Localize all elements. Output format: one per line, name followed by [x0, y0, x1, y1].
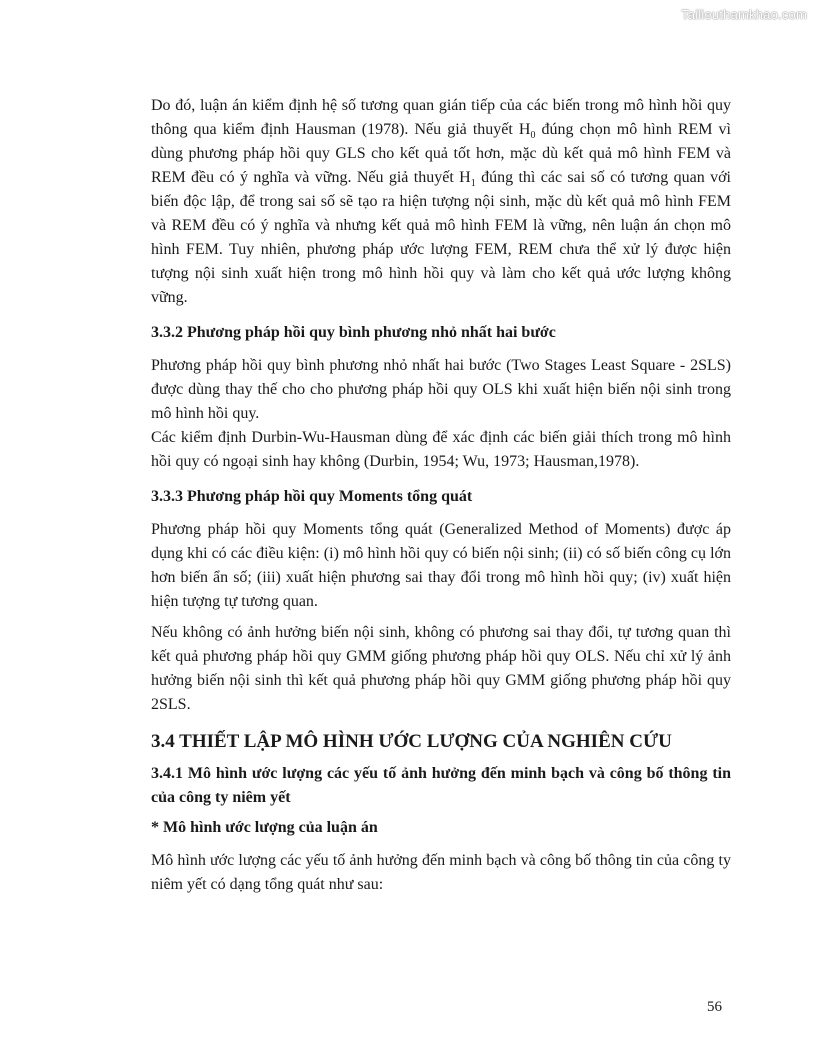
paragraph-durbin-wu-hausman: Các kiểm định Durbin-Wu-Hausman dùng để xác định các biến giải thích trong mô hình hồi quy có ngoại sinh hay không (Durbin, 1954; Wu, 1973; Hausman,1978). — [151, 429, 731, 470]
watermark: Tailieuthamkhao.com — [681, 7, 807, 22]
paragraph-hausman-part-c: đúng thì các sai số có tương quan với biến độc lập, để trong sai số sẽ tạo ra hiện tượng nội sinh, mặc dù kết quả mô hình FEM và REM đều có ý nghĩa và nhưng kết quả mô hình FEM là vững, nên luận án chọn mô hình FEM. Tuy nhiên, phương pháp ước lượng FEM, REM chưa thể xử lý được hiện tượng nội sinh xuất hiện trong mô hình hồi quy và làm cho kết quả ước lượng không vững. — [151, 169, 731, 306]
heading-3-4: 3.4 THIẾT LẬP MÔ HÌNH ƯỚC LƯỢNG CỦA NGHIÊN CỨU — [151, 731, 672, 752]
paragraph-gmm-comparison: Nếu không có ảnh hưởng biến nội sinh, không có phương sai thay đổi, tự tương quan thì kết quả phương pháp hồi quy GMM giống phương pháp hồi quy OLS. Nếu chỉ xử lý ảnh hưởng biến nội sinh thì kết quả phương pháp hồi quy GMM giống phương pháp hồi quy 2SLS. — [151, 624, 731, 713]
heading-3-3-3: 3.3.3 Phương pháp hồi quy Moments tổng quát — [151, 488, 473, 505]
heading-3-4-1: 3.4.1 Mô hình ước lượng các yếu tố ảnh hưởng đến minh bạch và công bố thông tin của công ty niêm yết — [151, 765, 731, 806]
paragraph-gmm-conditions: Phương pháp hồi quy Moments tổng quát (Generalized Method of Moments) được áp dụng khi có các điều kiện: (i) mô hình hồi quy có biến nội sinh; (ii) có số biến công cụ lớn hơn biến ẩn số; (iii) xuất hiện phương sai thay đổi trong mô hình hồi quy; (iv) xuất hiện hiện tượng tự tương quan. — [151, 521, 731, 610]
subscript-h0: 0 — [530, 130, 536, 142]
heading-3-3-2: 3.3.2 Phương pháp hồi quy bình phương nhỏ nhất hai bước — [151, 324, 556, 341]
paragraph-hausman — [151, 94, 731, 310]
paragraph-2sls: Phương pháp hồi quy bình phương nhỏ nhất hai bước (Two Stages Least Square - 2SLS) được dùng thay thế cho cho phương pháp hồi quy OLS khi xuất hiện biến nội sinh trong mô hình hồi quy. — [151, 357, 731, 422]
paragraph-model-intro: Mô hình ước lượng các yếu tố ảnh hưởng đến minh bạch và công bố thông tin của công ty niêm yết có dạng tổng quát như sau: — [151, 852, 731, 893]
page-body — [151, 94, 731, 897]
heading-thesis-model: * Mô hình ước lượng của luận án — [151, 819, 378, 836]
subscript-h1: 1 — [470, 178, 476, 190]
page-number: 56 — [707, 999, 722, 1015]
paragraph-hausman-part-b: đúng chọn mô hình REM vì dùng phương pháp hồi quy GLS cho kết quả tốt hơn, mặc dù kết quả mô hình FEM và REM đều có ý nghĩa và vững. Nếu giả thuyết H — [151, 121, 732, 186]
paragraph-hausman-part-a: Do đó, luận án kiểm định hệ số tương quan gián tiếp của các biến trong mô hình hồi quy thông qua kiểm định Hausman (1978). Nếu giả thuyết H — [151, 97, 731, 138]
